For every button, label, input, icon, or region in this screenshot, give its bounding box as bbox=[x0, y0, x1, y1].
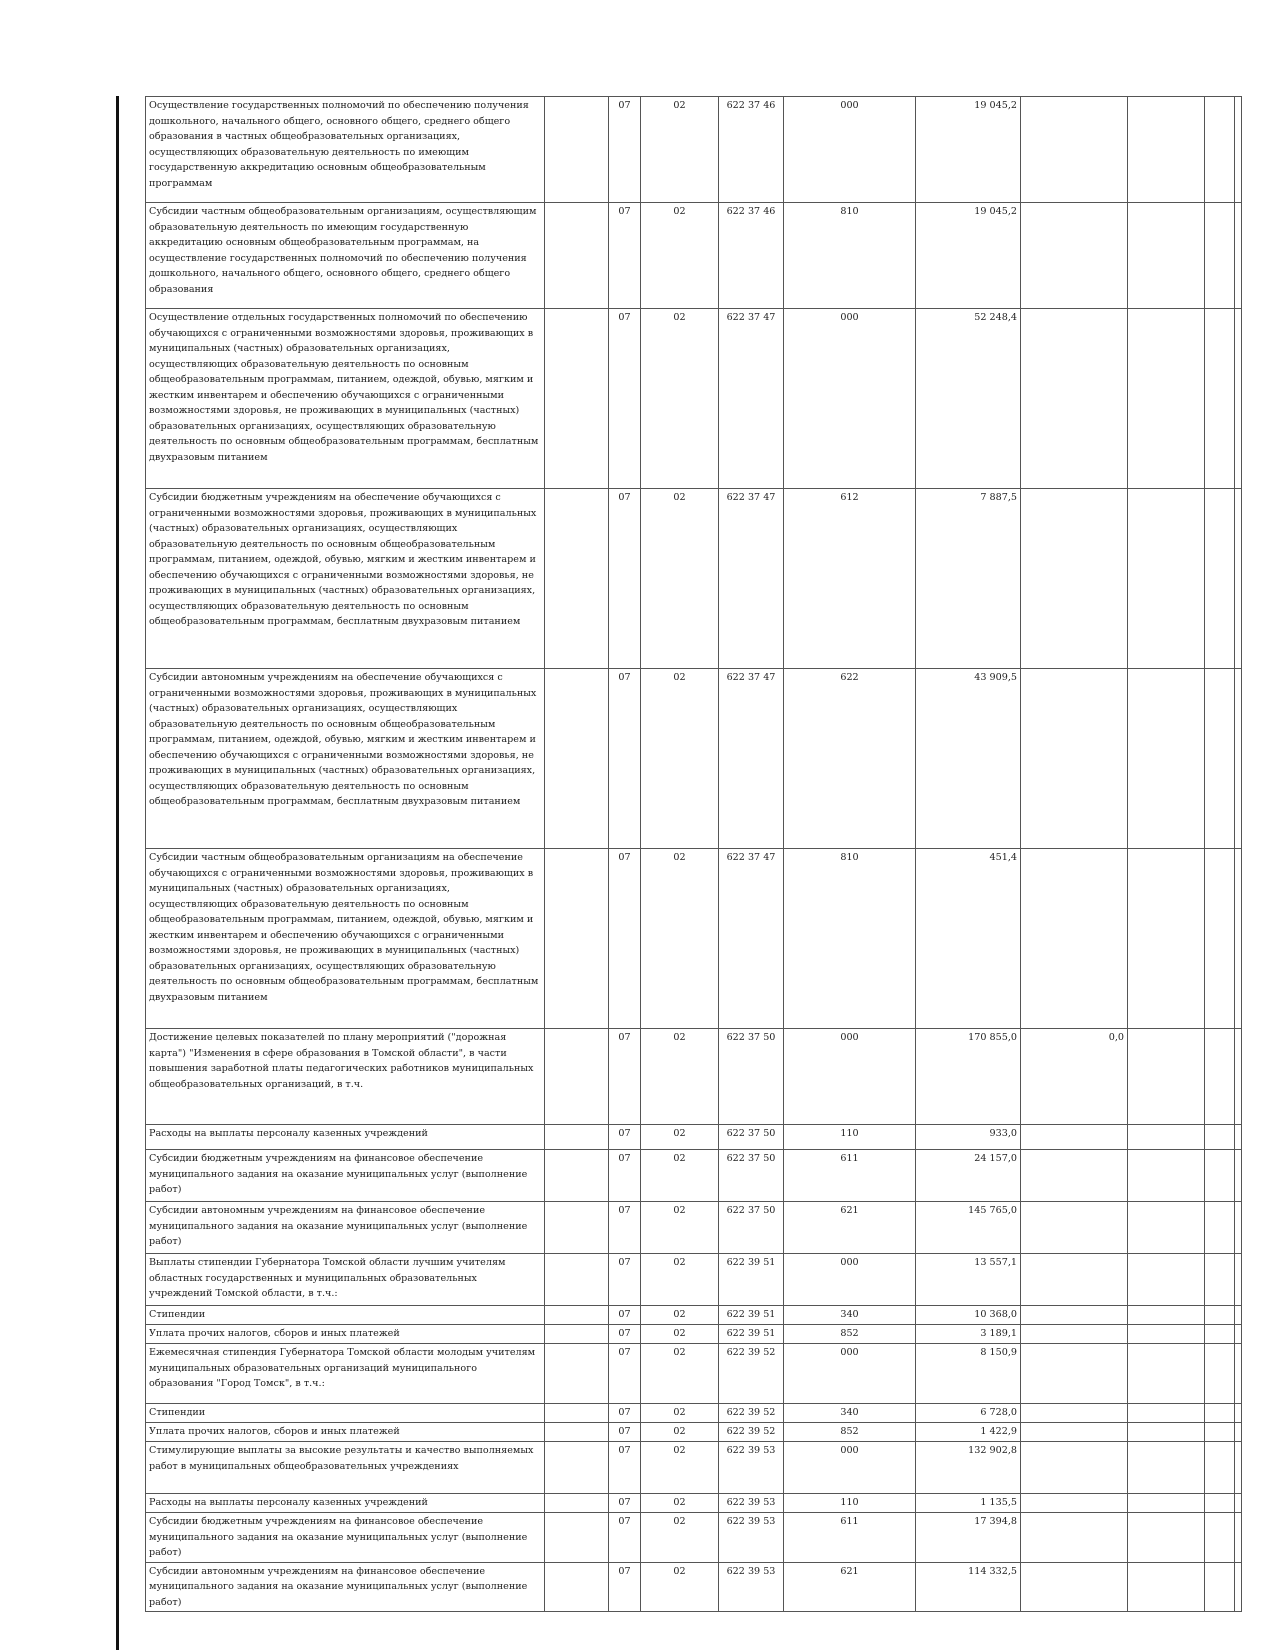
row-expense-type: 622 bbox=[784, 669, 916, 849]
spacer-cell bbox=[545, 1494, 609, 1513]
row-section: 07 bbox=[609, 1202, 641, 1254]
row-amount: 145 765,0 bbox=[916, 1202, 1021, 1254]
row-amount-3 bbox=[1128, 1423, 1205, 1442]
row-amount-2 bbox=[1021, 203, 1128, 309]
row-target-article: 622 37 50 bbox=[719, 1150, 784, 1202]
row-amount-4 bbox=[1205, 1513, 1235, 1563]
row-amount: 1 135,5 bbox=[916, 1494, 1021, 1513]
spacer-cell bbox=[545, 1125, 609, 1150]
row-subsection: 02 bbox=[641, 1494, 719, 1513]
row-amount-4 bbox=[1205, 1344, 1235, 1404]
budget-table bbox=[145, 96, 1242, 1612]
row-amount: 132 902,8 bbox=[916, 1442, 1021, 1494]
row-section: 07 bbox=[609, 1125, 641, 1150]
table-row bbox=[146, 1442, 1242, 1494]
row-target-article: 622 37 47 bbox=[719, 669, 784, 849]
row-amount-4 bbox=[1205, 1423, 1235, 1442]
row-target-article: 622 39 53 bbox=[719, 1494, 784, 1513]
row-amount-2 bbox=[1021, 1306, 1128, 1325]
row-amount-5 bbox=[1235, 1513, 1242, 1563]
row-subsection: 02 bbox=[641, 309, 719, 489]
row-amount: 8 150,9 bbox=[916, 1344, 1021, 1404]
row-target-article: 622 39 53 bbox=[719, 1562, 784, 1612]
row-amount: 19 045,2 bbox=[916, 203, 1021, 309]
row-section: 07 bbox=[609, 1325, 641, 1344]
row-expense-type: 810 bbox=[784, 849, 916, 1029]
spacer-cell bbox=[545, 1254, 609, 1306]
spacer-cell bbox=[545, 1325, 609, 1344]
row-expense-type: 810 bbox=[784, 203, 916, 309]
row-amount-2 bbox=[1021, 1513, 1128, 1563]
row-expense-type: 000 bbox=[784, 309, 916, 489]
row-amount-5 bbox=[1235, 97, 1242, 203]
table-row bbox=[146, 1494, 1242, 1513]
row-name: Субсидии автономным учреждениям на обеспечение обучающихся с ограниченными возможностями здоровья, проживающих в муниципальных (частных) образовательных организациях, осуществляющих образовательную деятельность по основным общеобразовательным программам, питанием, одеждой, обувью, мягким и жестким инвентарем и обеспечению обучающихся с ограниченными возможностями здоровья, не проживающих в муниципальных (частных) образовательных организациях, осуществляющих образовательную деятельность по основным общеобразовательным программам, бесплатным двухразовым питанием bbox=[146, 669, 545, 849]
row-amount-5 bbox=[1235, 1029, 1242, 1125]
row-name: Осуществление отдельных государственных полномочий по обеспечению обучающихся с ограниченными возможностями здоровья, проживающих в муниципальных (частных) образовательных организациях, осуществляющих образовательную деятельность по основным общеобразовательным программам, питанием, одеждой, обувью, мягким и жестким инвентарем и обеспечению обучающихся с ограниченными возможностями здоровья, не проживающих в муниципальных (частных) образовательных организациях, осуществляющих образовательную деятельность по основным общеобразовательным программам, бесплатным двухразовым питанием bbox=[146, 309, 545, 489]
spacer-cell bbox=[545, 1513, 609, 1563]
row-amount-4 bbox=[1205, 1494, 1235, 1513]
row-target-article: 622 37 50 bbox=[719, 1029, 784, 1125]
row-amount: 114 332,5 bbox=[916, 1562, 1021, 1612]
row-expense-type: 110 bbox=[784, 1125, 916, 1150]
row-name: Расходы на выплаты персоналу казенных учреждений bbox=[146, 1125, 545, 1150]
row-amount-3 bbox=[1128, 1513, 1205, 1563]
row-amount-3 bbox=[1128, 1442, 1205, 1494]
spacer-cell bbox=[545, 203, 609, 309]
row-name: Стипендии bbox=[146, 1404, 545, 1423]
row-expense-type: 852 bbox=[784, 1325, 916, 1344]
row-amount: 6 728,0 bbox=[916, 1404, 1021, 1423]
row-amount-4 bbox=[1205, 1150, 1235, 1202]
row-amount-2 bbox=[1021, 1562, 1128, 1612]
table-row bbox=[146, 1404, 1242, 1423]
row-expense-type: 612 bbox=[784, 489, 916, 669]
row-section: 07 bbox=[609, 1442, 641, 1494]
row-amount: 7 887,5 bbox=[916, 489, 1021, 669]
row-amount-4 bbox=[1205, 1125, 1235, 1150]
row-section: 07 bbox=[609, 1254, 641, 1306]
table-row bbox=[146, 203, 1242, 309]
row-amount-2 bbox=[1021, 669, 1128, 849]
row-subsection: 02 bbox=[641, 1254, 719, 1306]
row-amount-2 bbox=[1021, 309, 1128, 489]
row-amount-3 bbox=[1128, 1150, 1205, 1202]
row-amount-3 bbox=[1128, 309, 1205, 489]
table-row bbox=[146, 1306, 1242, 1325]
row-target-article: 622 37 47 bbox=[719, 309, 784, 489]
row-name: Субсидии частным общеобразовательным организациям, осуществляющим образовательную деятельность по имеющим государственную аккредитацию основным общеобразовательным программам, на осуществление государственных полномочий по обеспечению получения дошкольного, начального общего, основного общего, среднего общего образования bbox=[146, 203, 545, 309]
row-amount-5 bbox=[1235, 1344, 1242, 1404]
row-amount-4 bbox=[1205, 1254, 1235, 1306]
row-subsection: 02 bbox=[641, 1150, 719, 1202]
row-section: 07 bbox=[609, 1562, 641, 1612]
row-section: 07 bbox=[609, 1029, 641, 1125]
row-subsection: 02 bbox=[641, 669, 719, 849]
row-expense-type: 621 bbox=[784, 1562, 916, 1612]
spacer-cell bbox=[545, 1562, 609, 1612]
row-amount-5 bbox=[1235, 1254, 1242, 1306]
spacer-cell bbox=[545, 97, 609, 203]
spacer-cell bbox=[545, 489, 609, 669]
row-expense-type: 611 bbox=[784, 1150, 916, 1202]
table-row bbox=[146, 1254, 1242, 1306]
row-section: 07 bbox=[609, 203, 641, 309]
row-amount-3 bbox=[1128, 1404, 1205, 1423]
row-name: Субсидии частным общеобразовательным организациям на обеспечение обучающихся с ограниченными возможностями здоровья, проживающих в муниципальных (частных) образовательных организациях, осуществляющих образовательную деятельность по основным общеобразовательным программам, питанием, одеждой, обувью, мягким и жестким инвентарем и обеспечению обучающихся с ограниченными возможностями здоровья, не проживающих в муниципальных (частных) образовательных организациях, осуществляющих образовательную деятельность по основным общеобразовательным программам, бесплатным двухразовым питанием bbox=[146, 849, 545, 1029]
row-amount-2 bbox=[1021, 1344, 1128, 1404]
row-amount-5 bbox=[1235, 669, 1242, 849]
row-subsection: 02 bbox=[641, 1029, 719, 1125]
row-amount: 1 422,9 bbox=[916, 1423, 1021, 1442]
row-amount-5 bbox=[1235, 849, 1242, 1029]
row-subsection: 02 bbox=[641, 1306, 719, 1325]
row-amount: 24 157,0 bbox=[916, 1150, 1021, 1202]
row-amount-4 bbox=[1205, 849, 1235, 1029]
row-amount-5 bbox=[1235, 1306, 1242, 1325]
row-name: Субсидии бюджетным учреждениям на финансовое обеспечение муниципального задания на оказание муниципальных услуг (выполнение работ) bbox=[146, 1513, 545, 1563]
row-amount-5 bbox=[1235, 1202, 1242, 1254]
row-target-article: 622 39 51 bbox=[719, 1254, 784, 1306]
row-name: Осуществление государственных полномочий по обеспечению получения дошкольного, начального общего, основного общего, среднего общего образования в частных общеобразовательных организациях, осуществляющих образовательную деятельность по имеющим государственную аккредитацию основным общеобразовательным программам bbox=[146, 97, 545, 203]
row-subsection: 02 bbox=[641, 1202, 719, 1254]
spacer-cell bbox=[545, 1423, 609, 1442]
row-amount: 43 909,5 bbox=[916, 669, 1021, 849]
table-row bbox=[146, 1325, 1242, 1344]
row-section: 07 bbox=[609, 1513, 641, 1563]
row-amount-3 bbox=[1128, 1202, 1205, 1254]
row-amount-4 bbox=[1205, 1404, 1235, 1423]
row-expense-type: 000 bbox=[784, 1442, 916, 1494]
row-subsection: 02 bbox=[641, 1562, 719, 1612]
row-section: 07 bbox=[609, 97, 641, 203]
spacer-cell bbox=[545, 669, 609, 849]
row-amount-4 bbox=[1205, 1325, 1235, 1344]
row-target-article: 622 37 47 bbox=[719, 489, 784, 669]
row-amount-2 bbox=[1021, 1325, 1128, 1344]
table-row bbox=[146, 1125, 1242, 1150]
table-row bbox=[146, 1513, 1242, 1563]
row-target-article: 622 37 46 bbox=[719, 203, 784, 309]
row-amount-4 bbox=[1205, 1029, 1235, 1125]
spacer-cell bbox=[545, 1306, 609, 1325]
spacer-cell bbox=[545, 1029, 609, 1125]
row-amount-3 bbox=[1128, 489, 1205, 669]
row-name: Стипендии bbox=[146, 1306, 545, 1325]
row-amount-5 bbox=[1235, 489, 1242, 669]
row-section: 07 bbox=[609, 309, 641, 489]
row-section: 07 bbox=[609, 1150, 641, 1202]
row-subsection: 02 bbox=[641, 1513, 719, 1563]
row-expense-type: 000 bbox=[784, 1254, 916, 1306]
row-name: Субсидии бюджетным учреждениям на обеспечение обучающихся с ограниченными возможностями здоровья, проживающих в муниципальных (частных) образовательных организациях, осуществляющих образовательную деятельность по основным общеобразовательным программам, питанием, одеждой, обувью, мягким и жестким инвентарем и обеспечению обучающихся с ограниченными возможностями здоровья, не проживающих в муниципальных (частных) образовательных организациях, осуществляющих образовательную деятельность по основным общеобразовательным программам, бесплатным двухразовым питанием bbox=[146, 489, 545, 669]
spacer-cell bbox=[545, 1344, 609, 1404]
row-subsection: 02 bbox=[641, 1442, 719, 1494]
row-name: Уплата прочих налогов, сборов и иных платежей bbox=[146, 1423, 545, 1442]
row-amount-2 bbox=[1021, 1423, 1128, 1442]
row-expense-type: 000 bbox=[784, 1344, 916, 1404]
row-subsection: 02 bbox=[641, 489, 719, 669]
row-amount-2 bbox=[1021, 1150, 1128, 1202]
row-name: Субсидии автономным учреждениям на финансовое обеспечение муниципального задания на оказание муниципальных услуг (выполнение работ) bbox=[146, 1202, 545, 1254]
spacer-cell bbox=[545, 1202, 609, 1254]
row-amount-2 bbox=[1021, 1442, 1128, 1494]
row-target-article: 622 39 53 bbox=[719, 1442, 784, 1494]
row-amount-3 bbox=[1128, 203, 1205, 309]
row-amount: 451,4 bbox=[916, 849, 1021, 1029]
row-subsection: 02 bbox=[641, 203, 719, 309]
row-target-article: 622 39 53 bbox=[719, 1513, 784, 1563]
row-amount-2 bbox=[1021, 489, 1128, 669]
row-target-article: 622 37 47 bbox=[719, 849, 784, 1029]
row-amount-4 bbox=[1205, 1442, 1235, 1494]
row-name: Субсидии бюджетным учреждениям на финансовое обеспечение муниципального задания на оказание муниципальных услуг (выполнение работ) bbox=[146, 1150, 545, 1202]
row-amount: 19 045,2 bbox=[916, 97, 1021, 203]
row-amount-5 bbox=[1235, 1442, 1242, 1494]
row-expense-type: 110 bbox=[784, 1494, 916, 1513]
table-row bbox=[146, 1562, 1242, 1612]
row-amount-4 bbox=[1205, 309, 1235, 489]
row-subsection: 02 bbox=[641, 1423, 719, 1442]
row-amount-4 bbox=[1205, 1202, 1235, 1254]
row-amount: 933,0 bbox=[916, 1125, 1021, 1150]
row-name: Ежемесячная стипендия Губернатора Томской области молодым учителям муниципальных образовательных организаций муниципального образования "Город Томск", в т.ч.: bbox=[146, 1344, 545, 1404]
row-name: Уплата прочих налогов, сборов и иных платежей bbox=[146, 1325, 545, 1344]
row-expense-type: 000 bbox=[784, 1029, 916, 1125]
row-expense-type: 621 bbox=[784, 1202, 916, 1254]
row-subsection: 02 bbox=[641, 1344, 719, 1404]
row-amount-2 bbox=[1021, 1125, 1128, 1150]
row-amount-2 bbox=[1021, 1494, 1128, 1513]
row-amount-3 bbox=[1128, 1254, 1205, 1306]
row-amount-3 bbox=[1128, 97, 1205, 203]
table-row bbox=[146, 1029, 1242, 1125]
row-target-article: 622 37 50 bbox=[719, 1125, 784, 1150]
row-target-article: 622 37 46 bbox=[719, 97, 784, 203]
row-amount-3 bbox=[1128, 1562, 1205, 1612]
row-subsection: 02 bbox=[641, 1125, 719, 1150]
row-section: 07 bbox=[609, 1423, 641, 1442]
row-section: 07 bbox=[609, 1306, 641, 1325]
left-margin-rule bbox=[116, 96, 119, 1650]
row-section: 07 bbox=[609, 1404, 641, 1423]
row-amount-4 bbox=[1205, 1306, 1235, 1325]
row-amount: 3 189,1 bbox=[916, 1325, 1021, 1344]
row-amount-3 bbox=[1128, 1125, 1205, 1150]
row-subsection: 02 bbox=[641, 97, 719, 203]
row-amount-5 bbox=[1235, 1562, 1242, 1612]
row-name: Расходы на выплаты персоналу казенных учреждений bbox=[146, 1494, 545, 1513]
row-amount-2 bbox=[1021, 97, 1128, 203]
row-expense-type: 000 bbox=[784, 97, 916, 203]
row-amount-2: 0,0 bbox=[1021, 1029, 1128, 1125]
row-amount-5 bbox=[1235, 309, 1242, 489]
row-amount-4 bbox=[1205, 203, 1235, 309]
spacer-cell bbox=[545, 1150, 609, 1202]
row-target-article: 622 39 52 bbox=[719, 1344, 784, 1404]
row-amount-3 bbox=[1128, 1344, 1205, 1404]
row-name: Субсидии автономным учреждениям на финансовое обеспечение муниципального задания на оказание муниципальных услуг (выполнение работ) bbox=[146, 1562, 545, 1612]
row-amount-2 bbox=[1021, 1202, 1128, 1254]
row-expense-type: 852 bbox=[784, 1423, 916, 1442]
row-amount: 170 855,0 bbox=[916, 1029, 1021, 1125]
row-amount-3 bbox=[1128, 1494, 1205, 1513]
row-amount-3 bbox=[1128, 1306, 1205, 1325]
row-amount-5 bbox=[1235, 1404, 1242, 1423]
row-amount: 10 368,0 bbox=[916, 1306, 1021, 1325]
row-section: 07 bbox=[609, 1494, 641, 1513]
row-amount-3 bbox=[1128, 1325, 1205, 1344]
table-row bbox=[146, 489, 1242, 669]
row-amount-5 bbox=[1235, 1423, 1242, 1442]
table-row bbox=[146, 1423, 1242, 1442]
row-target-article: 622 39 52 bbox=[719, 1423, 784, 1442]
row-amount-5 bbox=[1235, 1325, 1242, 1344]
row-expense-type: 611 bbox=[784, 1513, 916, 1563]
table-row bbox=[146, 1150, 1242, 1202]
spacer-cell bbox=[545, 1404, 609, 1423]
spacer-cell bbox=[545, 309, 609, 489]
row-amount-2 bbox=[1021, 1254, 1128, 1306]
row-section: 07 bbox=[609, 849, 641, 1029]
row-target-article: 622 39 51 bbox=[719, 1306, 784, 1325]
budget-table-body bbox=[146, 97, 1242, 1612]
row-amount-3 bbox=[1128, 1029, 1205, 1125]
row-amount-4 bbox=[1205, 669, 1235, 849]
row-name: Достижение целевых показателей по плану мероприятий ("дорожная карта") "Изменения в сфере образования в Томской области", в части повышения заработной платы педагогических работников муниципальных общеобразовательных организаций, в т.ч. bbox=[146, 1029, 545, 1125]
spacer-cell bbox=[545, 1442, 609, 1494]
row-amount-5 bbox=[1235, 1494, 1242, 1513]
row-section: 07 bbox=[609, 1344, 641, 1404]
row-section: 07 bbox=[609, 489, 641, 669]
row-amount-3 bbox=[1128, 849, 1205, 1029]
row-amount-3 bbox=[1128, 669, 1205, 849]
row-amount-4 bbox=[1205, 1562, 1235, 1612]
row-name: Выплаты стипендии Губернатора Томской области лучшим учителям областных государственных и муниципальных образовательных учреждений Томской области, в т.ч.: bbox=[146, 1254, 545, 1306]
row-expense-type: 340 bbox=[784, 1306, 916, 1325]
row-expense-type: 340 bbox=[784, 1404, 916, 1423]
row-amount: 17 394,8 bbox=[916, 1513, 1021, 1563]
table-row bbox=[146, 309, 1242, 489]
row-section: 07 bbox=[609, 669, 641, 849]
row-target-article: 622 39 51 bbox=[719, 1325, 784, 1344]
row-name: Стимулирующие выплаты за высокие результаты и качество выполняемых работ в муниципальных общеобразовательных учреждениях bbox=[146, 1442, 545, 1494]
table-row bbox=[146, 1344, 1242, 1404]
row-amount-5 bbox=[1235, 1150, 1242, 1202]
table-row bbox=[146, 849, 1242, 1029]
spacer-cell bbox=[545, 849, 609, 1029]
row-target-article: 622 37 50 bbox=[719, 1202, 784, 1254]
row-subsection: 02 bbox=[641, 1325, 719, 1344]
row-amount-2 bbox=[1021, 849, 1128, 1029]
row-amount-5 bbox=[1235, 203, 1242, 309]
row-amount-5 bbox=[1235, 1125, 1242, 1150]
row-subsection: 02 bbox=[641, 849, 719, 1029]
table-row bbox=[146, 97, 1242, 203]
row-amount: 13 557,1 bbox=[916, 1254, 1021, 1306]
row-subsection: 02 bbox=[641, 1404, 719, 1423]
row-target-article: 622 39 52 bbox=[719, 1404, 784, 1423]
row-amount-2 bbox=[1021, 1404, 1128, 1423]
row-amount: 52 248,4 bbox=[916, 309, 1021, 489]
row-amount-4 bbox=[1205, 489, 1235, 669]
row-amount-4 bbox=[1205, 97, 1235, 203]
table-row bbox=[146, 669, 1242, 849]
table-row bbox=[146, 1202, 1242, 1254]
